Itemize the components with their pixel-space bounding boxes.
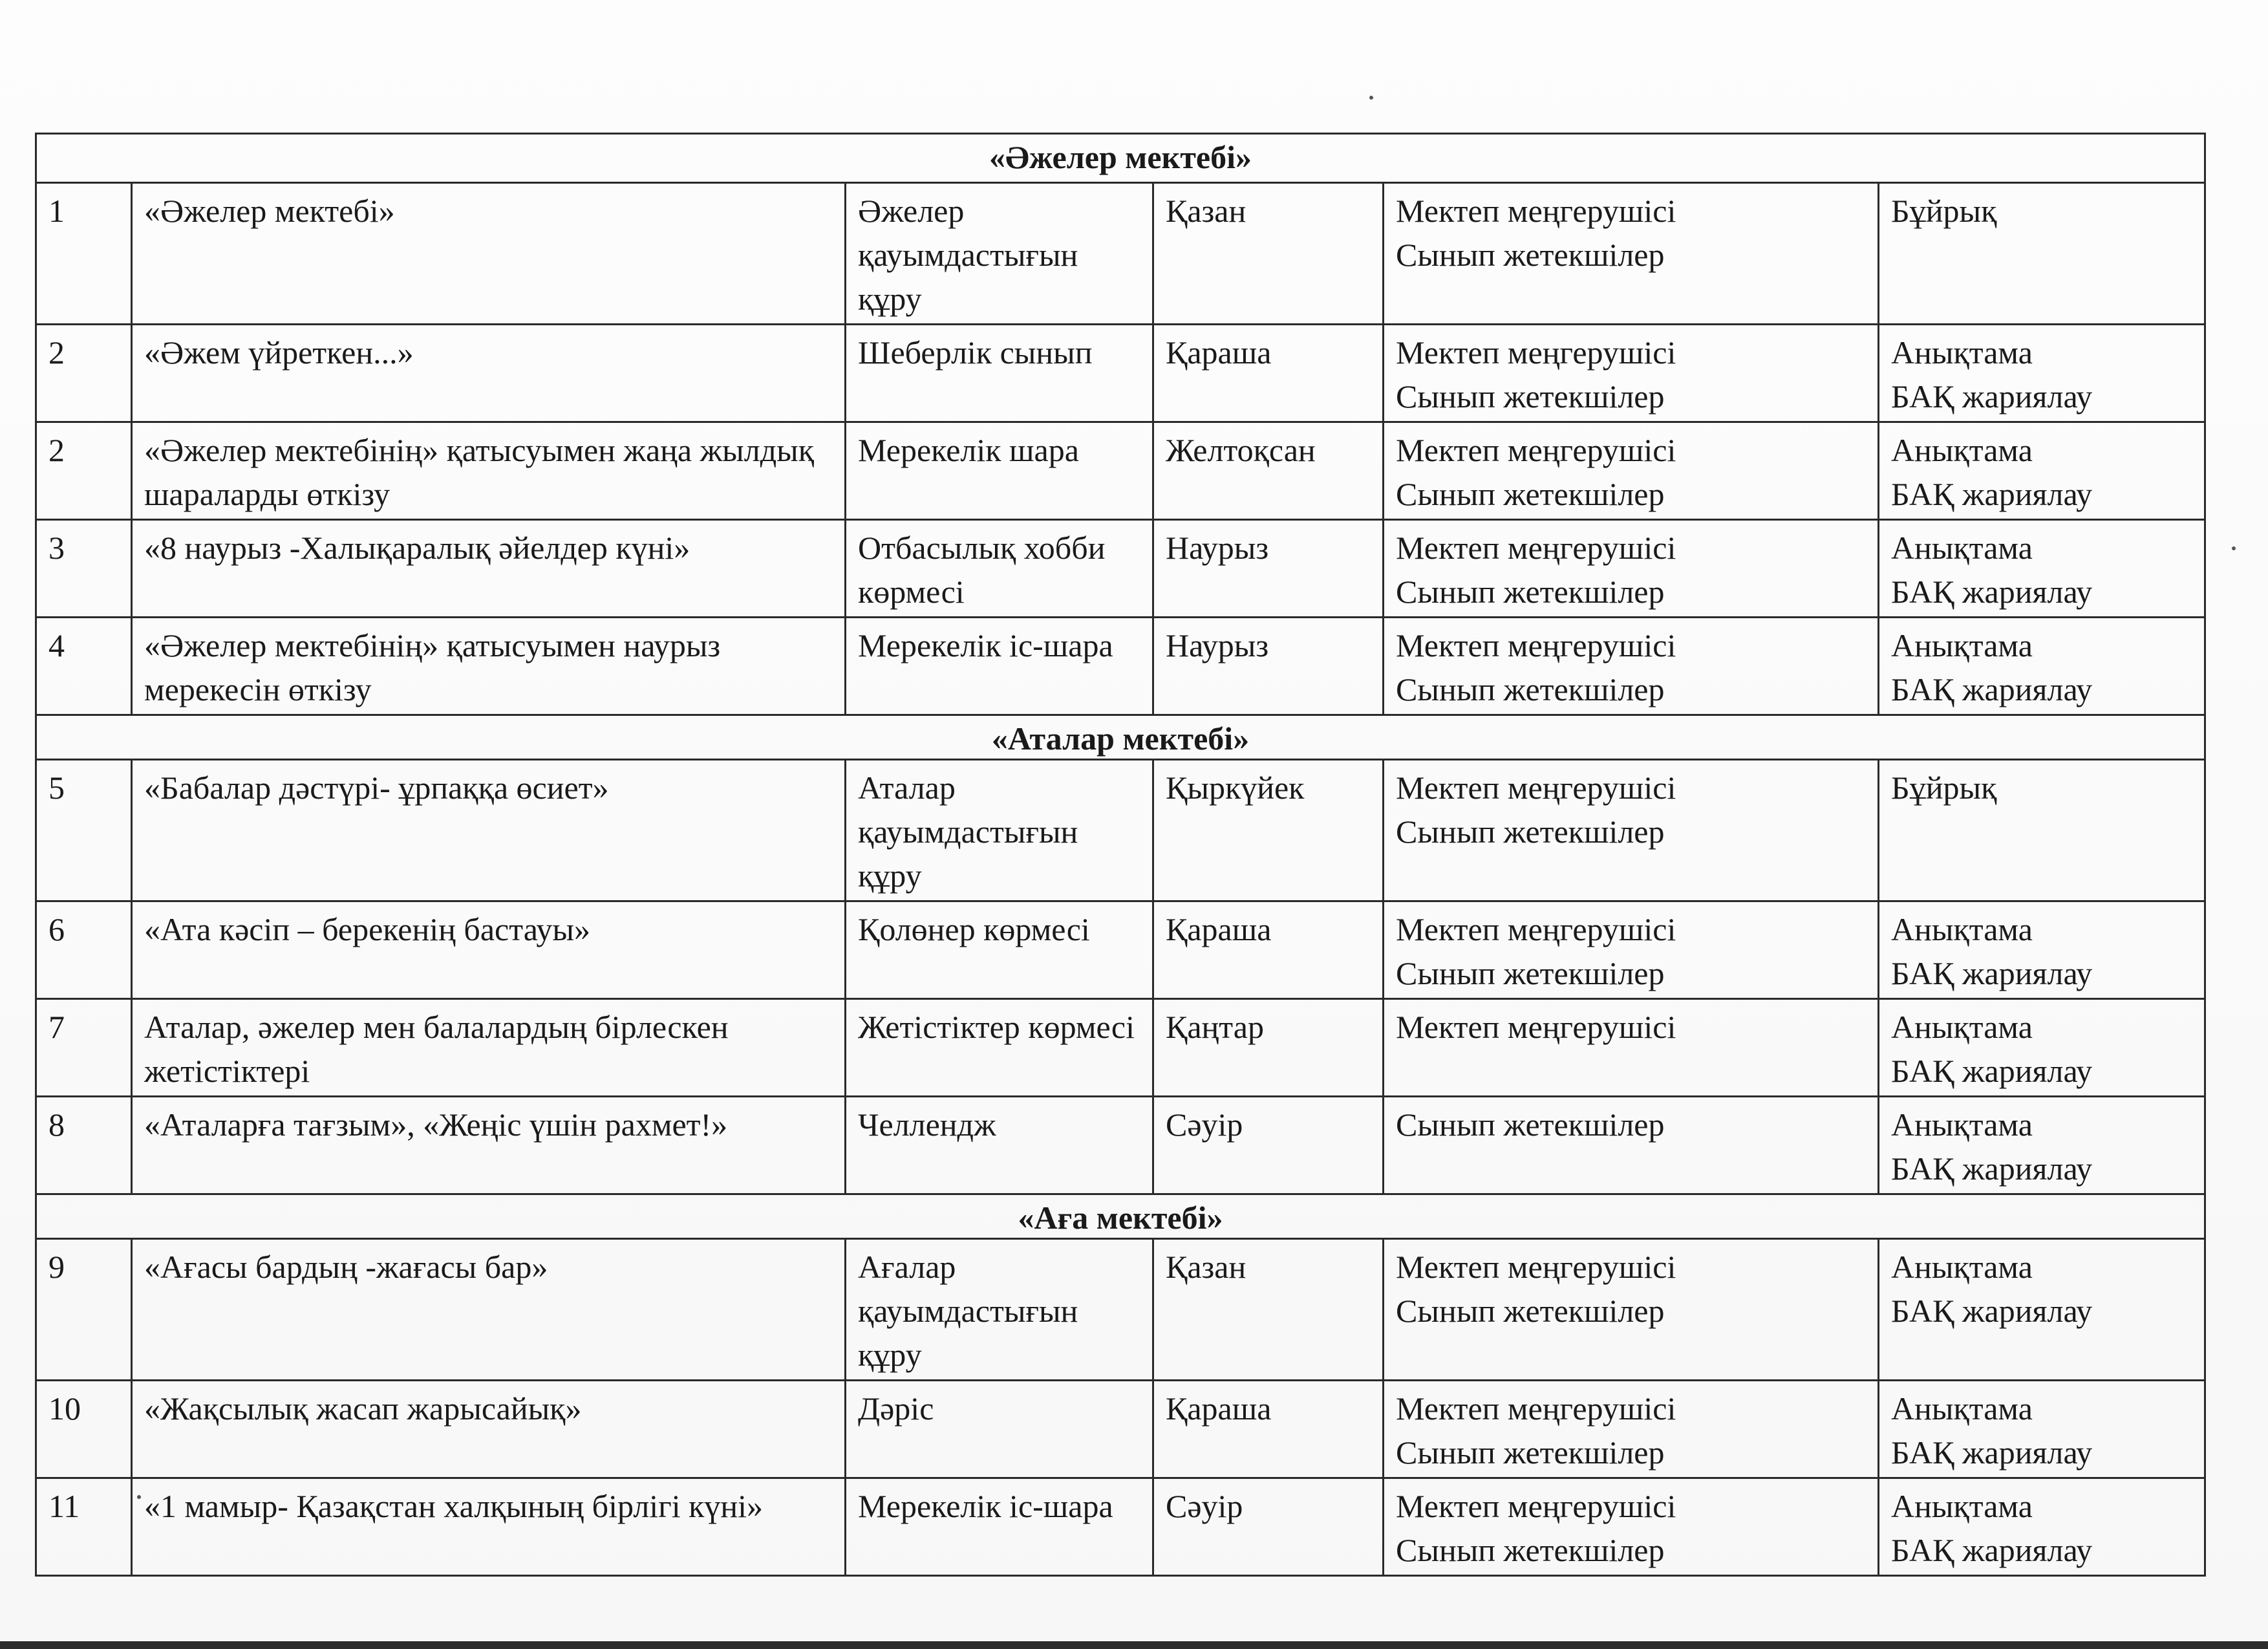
event-form: Мерекелік іс-шара (846, 1478, 1153, 1576)
event-result: Анықтама БАҚ жариялау (1879, 618, 2205, 715)
event-responsible: Мектеп меңгерушісі Сынып жетекшілер (1384, 183, 1879, 325)
event-responsible: Сынып жетекшілер (1384, 1097, 1879, 1194)
row-number: 5 (36, 760, 132, 901)
event-form: Жетістіктер көрмесі (846, 999, 1153, 1097)
scan-speck (137, 1495, 141, 1499)
event-responsible: Мектеп меңгерушісі Сынып жетекшілер (1384, 325, 1879, 422)
row-number: 3 (36, 520, 132, 618)
table-row (36, 618, 2205, 715)
event-month: Қазан (1153, 183, 1384, 325)
event-plan-table (35, 133, 2206, 1577)
event-form: Аталар қауымдастығын құру (846, 760, 1153, 901)
event-form: Отбасылық хобби көрмесі (846, 520, 1153, 618)
event-result: Анықтама БАҚ жариялау (1879, 1478, 2205, 1576)
event-responsible: Мектеп меңгерушісі Сынып жетекшілер (1384, 1239, 1879, 1381)
event-name: «Ағасы бардың -жағасы бар» (132, 1239, 846, 1381)
event-month: Қараша (1153, 1381, 1384, 1478)
row-number: 7 (36, 999, 132, 1097)
section-header-row (36, 134, 2205, 183)
event-result: Анықтама БАҚ жариялау (1879, 999, 2205, 1097)
table-row (36, 325, 2205, 422)
row-number: 8 (36, 1097, 132, 1194)
event-name: Аталар, әжелер мен балалардың бірлескен жетістіктері (132, 999, 846, 1097)
event-name: «Әжелер мектебінің» қатысуымен жаңа жылдық шараларды өткізу (132, 422, 846, 520)
row-number: 4 (36, 618, 132, 715)
table-row (36, 183, 2205, 325)
event-result: Анықтама БАҚ жариялау (1879, 901, 2205, 999)
event-result: Бұйрық (1879, 760, 2205, 901)
event-month: Сәуір (1153, 1097, 1384, 1194)
event-month: Қыркүйек (1153, 760, 1384, 901)
event-name: «Аталарға тағзым», «Жеңіс үшін рахмет!» (132, 1097, 846, 1194)
row-number: 2 (36, 325, 132, 422)
event-result: Анықтама БАҚ жариялау (1879, 325, 2205, 422)
section-header-row (36, 715, 2205, 760)
event-name: «Бабалар дәстүрі- ұрпаққа өсиет» (132, 760, 846, 901)
table-row (36, 999, 2205, 1097)
event-result: Анықтама БАҚ жариялау (1879, 1097, 2205, 1194)
event-month: Желтоқсан (1153, 422, 1384, 520)
event-responsible: Мектеп меңгерушісі Сынып жетекшілер (1384, 618, 1879, 715)
scan-speck (2232, 546, 2236, 550)
event-responsible: Мектеп меңгерушісі Сынып жетекшілер (1384, 1381, 1879, 1478)
event-month: Қазан (1153, 1239, 1384, 1381)
event-responsible: Мектеп меңгерушісі Сынып жетекшілер (1384, 520, 1879, 618)
section-title: «Аталар мектебі» (36, 715, 2205, 760)
event-responsible: Мектеп меңгерушісі Сынып жетекшілер (1384, 1478, 1879, 1576)
event-name: «Әжелер мектебі» (132, 183, 846, 325)
event-month: Наурыз (1153, 618, 1384, 715)
event-month: Қараша (1153, 325, 1384, 422)
event-result: Анықтама БАҚ жариялау (1879, 520, 2205, 618)
event-result: Анықтама БАҚ жариялау (1879, 1381, 2205, 1478)
table-row (36, 520, 2205, 618)
event-result: Анықтама БАҚ жариялау (1879, 422, 2205, 520)
event-form: Қолөнер көрмесі (846, 901, 1153, 999)
section-title: «Аға мектебі» (36, 1194, 2205, 1239)
event-month: Сәуір (1153, 1478, 1384, 1576)
event-name: «Жақсылық жасап жарысайық» (132, 1381, 846, 1478)
event-result: Анықтама БАҚ жариялау (1879, 1239, 2205, 1381)
table-row (36, 1097, 2205, 1194)
row-number: 1 (36, 183, 132, 325)
scan-speck (1369, 96, 1373, 100)
event-month: Қаңтар (1153, 999, 1384, 1097)
table-row (36, 1381, 2205, 1478)
event-form: Әжелер қауымдастығын құру (846, 183, 1153, 325)
row-number: 6 (36, 901, 132, 999)
event-responsible: Мектеп меңгерушісі Сынып жетекшілер (1384, 901, 1879, 999)
section-header-row (36, 1194, 2205, 1239)
event-result: Бұйрық (1879, 183, 2205, 325)
event-form: Мерекелік шара (846, 422, 1153, 520)
table-row (36, 760, 2205, 901)
event-month: Наурыз (1153, 520, 1384, 618)
event-month: Қараша (1153, 901, 1384, 999)
scan-edge-bar (0, 1641, 2268, 1649)
table-row (36, 901, 2205, 999)
event-name: «8 наурыз -Халықаралық әйелдер күні» (132, 520, 846, 618)
row-number: 9 (36, 1239, 132, 1381)
row-number: 2 (36, 422, 132, 520)
event-responsible: Мектеп меңгерушісі Сынып жетекшілер (1384, 422, 1879, 520)
event-form: Челлендж (846, 1097, 1153, 1194)
event-responsible: Мектеп меңгерушісі Сынып жетекшілер (1384, 760, 1879, 901)
section-title: «Әжелер мектебі» (36, 134, 2205, 183)
event-name: «1 мамыр- Қазақстан халқының бірлігі күні» (132, 1478, 846, 1576)
event-responsible: Мектеп меңгерушісі (1384, 999, 1879, 1097)
event-form: Шеберлік сынып (846, 325, 1153, 422)
table-row (36, 422, 2205, 520)
row-number: 10 (36, 1381, 132, 1478)
event-form: Мерекелік іс-шара (846, 618, 1153, 715)
row-number: 11 (36, 1478, 132, 1576)
event-name: «Әжем үйреткен...» (132, 325, 846, 422)
table-row (36, 1478, 2205, 1576)
table-row (36, 1239, 2205, 1381)
event-name: «Әжелер мектебінің» қатысуымен наурыз мерекесін өткізу (132, 618, 846, 715)
event-form: Дәріс (846, 1381, 1153, 1478)
event-form: Ағалар қауымдастығын құру (846, 1239, 1153, 1381)
event-name: «Ата кәсіп – берекенің бастауы» (132, 901, 846, 999)
